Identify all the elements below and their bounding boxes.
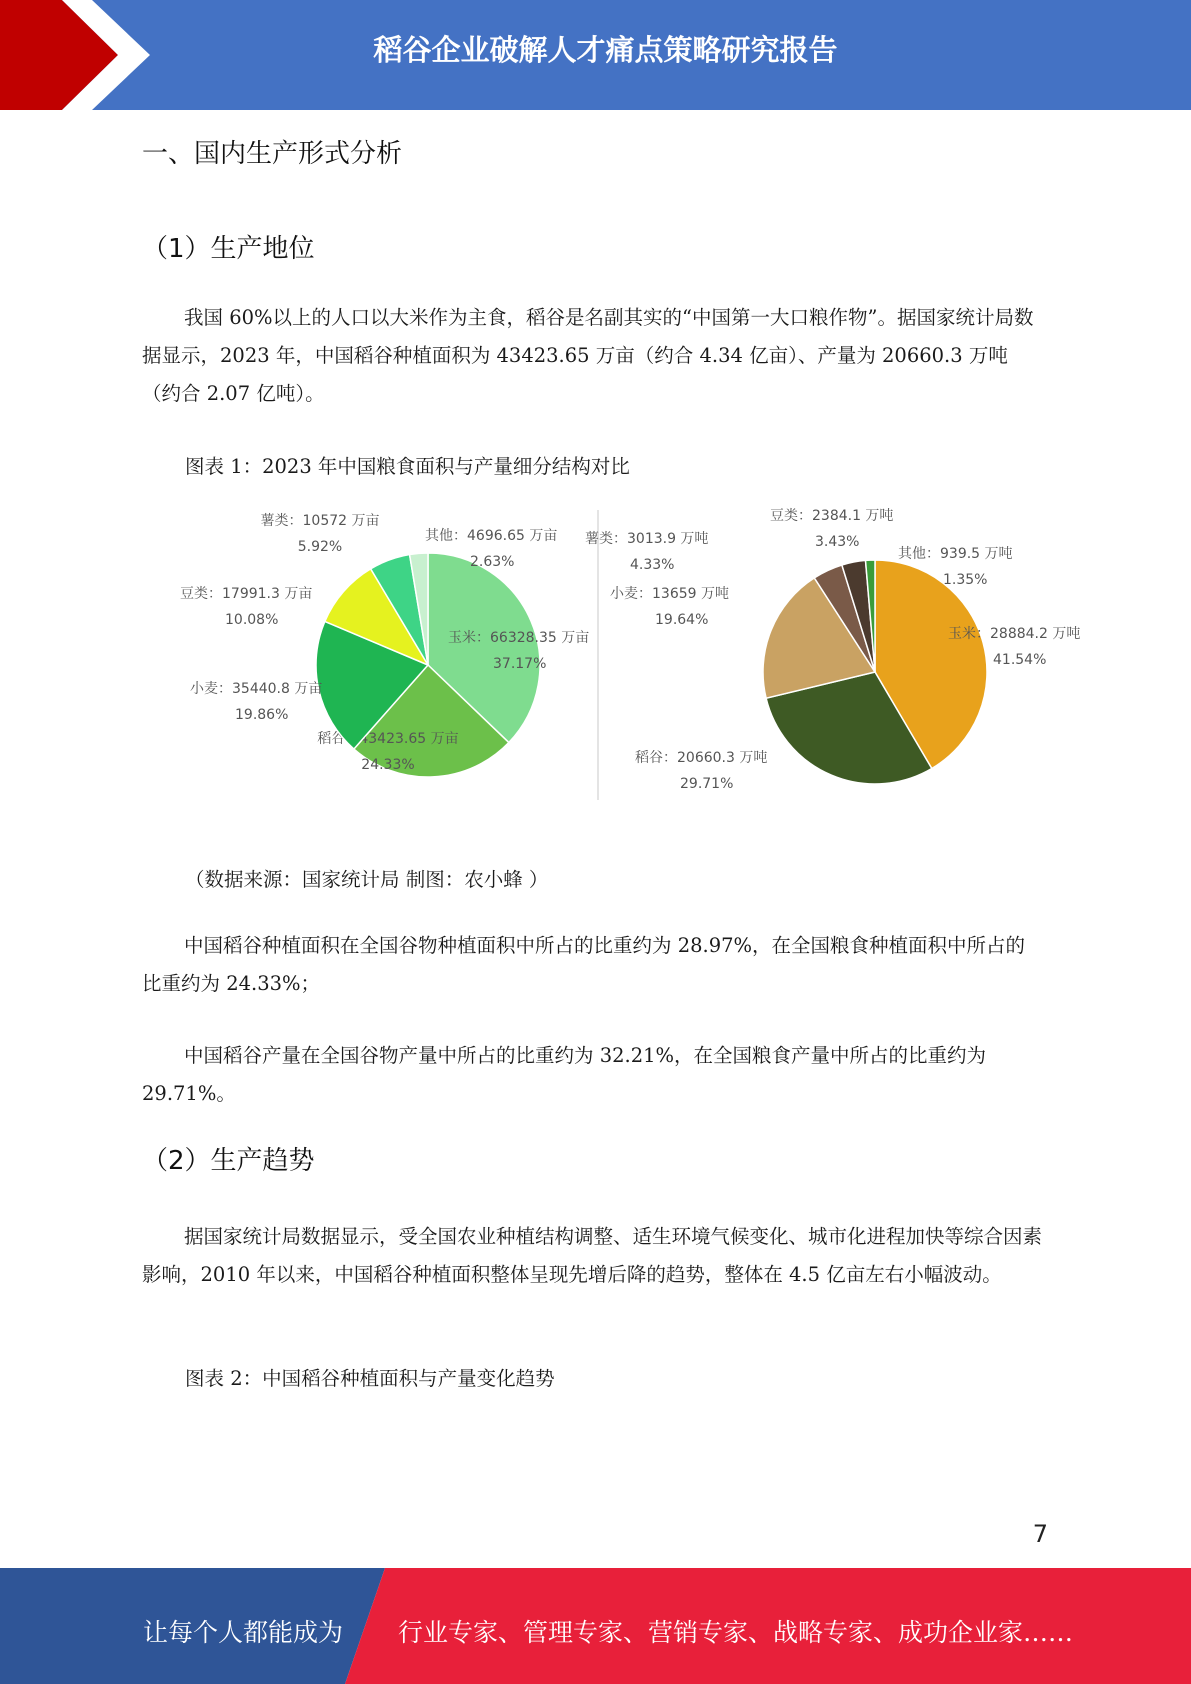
pie1-pct-1: 24.33% xyxy=(361,757,415,773)
pie2-label-5: 其他：939.5 万吨 xyxy=(898,546,1013,562)
page-header xyxy=(0,0,1191,110)
pie2-label-0: 玉米：28884.2 万吨 xyxy=(948,626,1081,642)
subsection-heading-2: （2）生产趋势 xyxy=(142,1146,315,1176)
pie2-label-3: 薯类：3013.9 万吨 xyxy=(585,531,709,547)
pie2-label-1: 稻谷：20660.3 万吨 xyxy=(635,750,768,766)
page-footer xyxy=(0,1568,1191,1684)
pie1-label-3: 豆类：17991.3 万亩 xyxy=(180,586,313,602)
pie-charts-svg xyxy=(170,500,1100,830)
pie1-label-5: 其他：4696.65 万亩 xyxy=(425,528,558,544)
paragraph-output-share: 中国稻谷产量在全国谷物产量中所占的比重约为 32.21%，在全国粮食产量中所占的比重约为 29.71%。 xyxy=(142,1044,987,1105)
paragraph-production-trend: 据国家统计局数据显示，受全国农业种植结构调整、适生环境气候变化、城市化进程加快等综合因素影响，2010 年以来，中国稻谷种植面积整体呈现先增后降的趋势，整体在 4.5 亿亩左右小幅波动。 xyxy=(142,1225,1043,1286)
pie1-label-1: 稻谷：43423.65 万亩 xyxy=(317,731,459,747)
pie1-pct-3: 10.08% xyxy=(225,612,279,628)
pie1-label-2: 小麦：35440.8 万亩 xyxy=(190,681,323,697)
pie1-pct-5: 2.63% xyxy=(470,554,515,570)
section-heading: 一、国内生产形式分析 xyxy=(142,139,403,169)
pie1-pct-4: 5.92% xyxy=(297,539,343,555)
pie2-label-4: 豆类：2384.1 万吨 xyxy=(770,508,894,524)
pie1-label-4: 薯类：10572 万亩 xyxy=(260,513,380,529)
data-source: （数据来源：国家统计局 制图：农小蜂 ） xyxy=(185,868,549,891)
subsection-heading-1: （1）生产地位 xyxy=(142,234,315,264)
chart-caption-1: 图表 1：2023 年中国粮食面积与产量细分结构对比 xyxy=(185,455,630,478)
paragraph-area-share: 中国稻谷种植面积在全国谷物种植面积中所占的比重约为 28.97%，在全国粮食种植面积中所占的比重约为 24.33%； xyxy=(142,934,1026,995)
pie2-pct-3: 4.33% xyxy=(630,557,675,573)
report-title: 稻谷企业破解人才痛点策略研究报告 xyxy=(373,33,838,67)
footer-slogan-right: 行业专家、管理专家、营销专家、战略专家、成功企业家…… xyxy=(398,1618,1074,1647)
chart-caption-2: 图表 2：中国稻谷种植面积与产量变化趋势 xyxy=(185,1367,555,1390)
pie2-pct-5: 1.35% xyxy=(943,572,988,588)
page-number: 7 xyxy=(1032,1520,1048,1548)
pie1-label-0: 玉米：66328.35 万亩 xyxy=(448,630,590,646)
pie-charts xyxy=(170,500,1100,830)
pie1-pct-2: 19.86% xyxy=(235,707,289,723)
paragraph-production-status: 我国 60%以上的人口以大米作为主食，稻谷是名副其实的“中国第一大口粮作物”。据国家统计局数据显示，2023 年，中国稻谷种植面积为 43423.65 万亩（约合 4.34 亿亩）、产量为 20660.3 万吨（约合 2.07 亿吨）。 xyxy=(142,306,1034,405)
pie2-pct-2: 19.64% xyxy=(655,612,709,628)
pie1-pct-0: 37.17% xyxy=(493,656,547,672)
footer-slogan-left: 让每个人都能成为 xyxy=(143,1618,344,1647)
pie2-pct-0: 41.54% xyxy=(993,652,1047,668)
pie2-pct-1: 29.71% xyxy=(680,776,734,792)
pie2-pct-4: 3.43% xyxy=(815,534,860,550)
pie2-label-2: 小麦：13659 万吨 xyxy=(610,586,729,602)
